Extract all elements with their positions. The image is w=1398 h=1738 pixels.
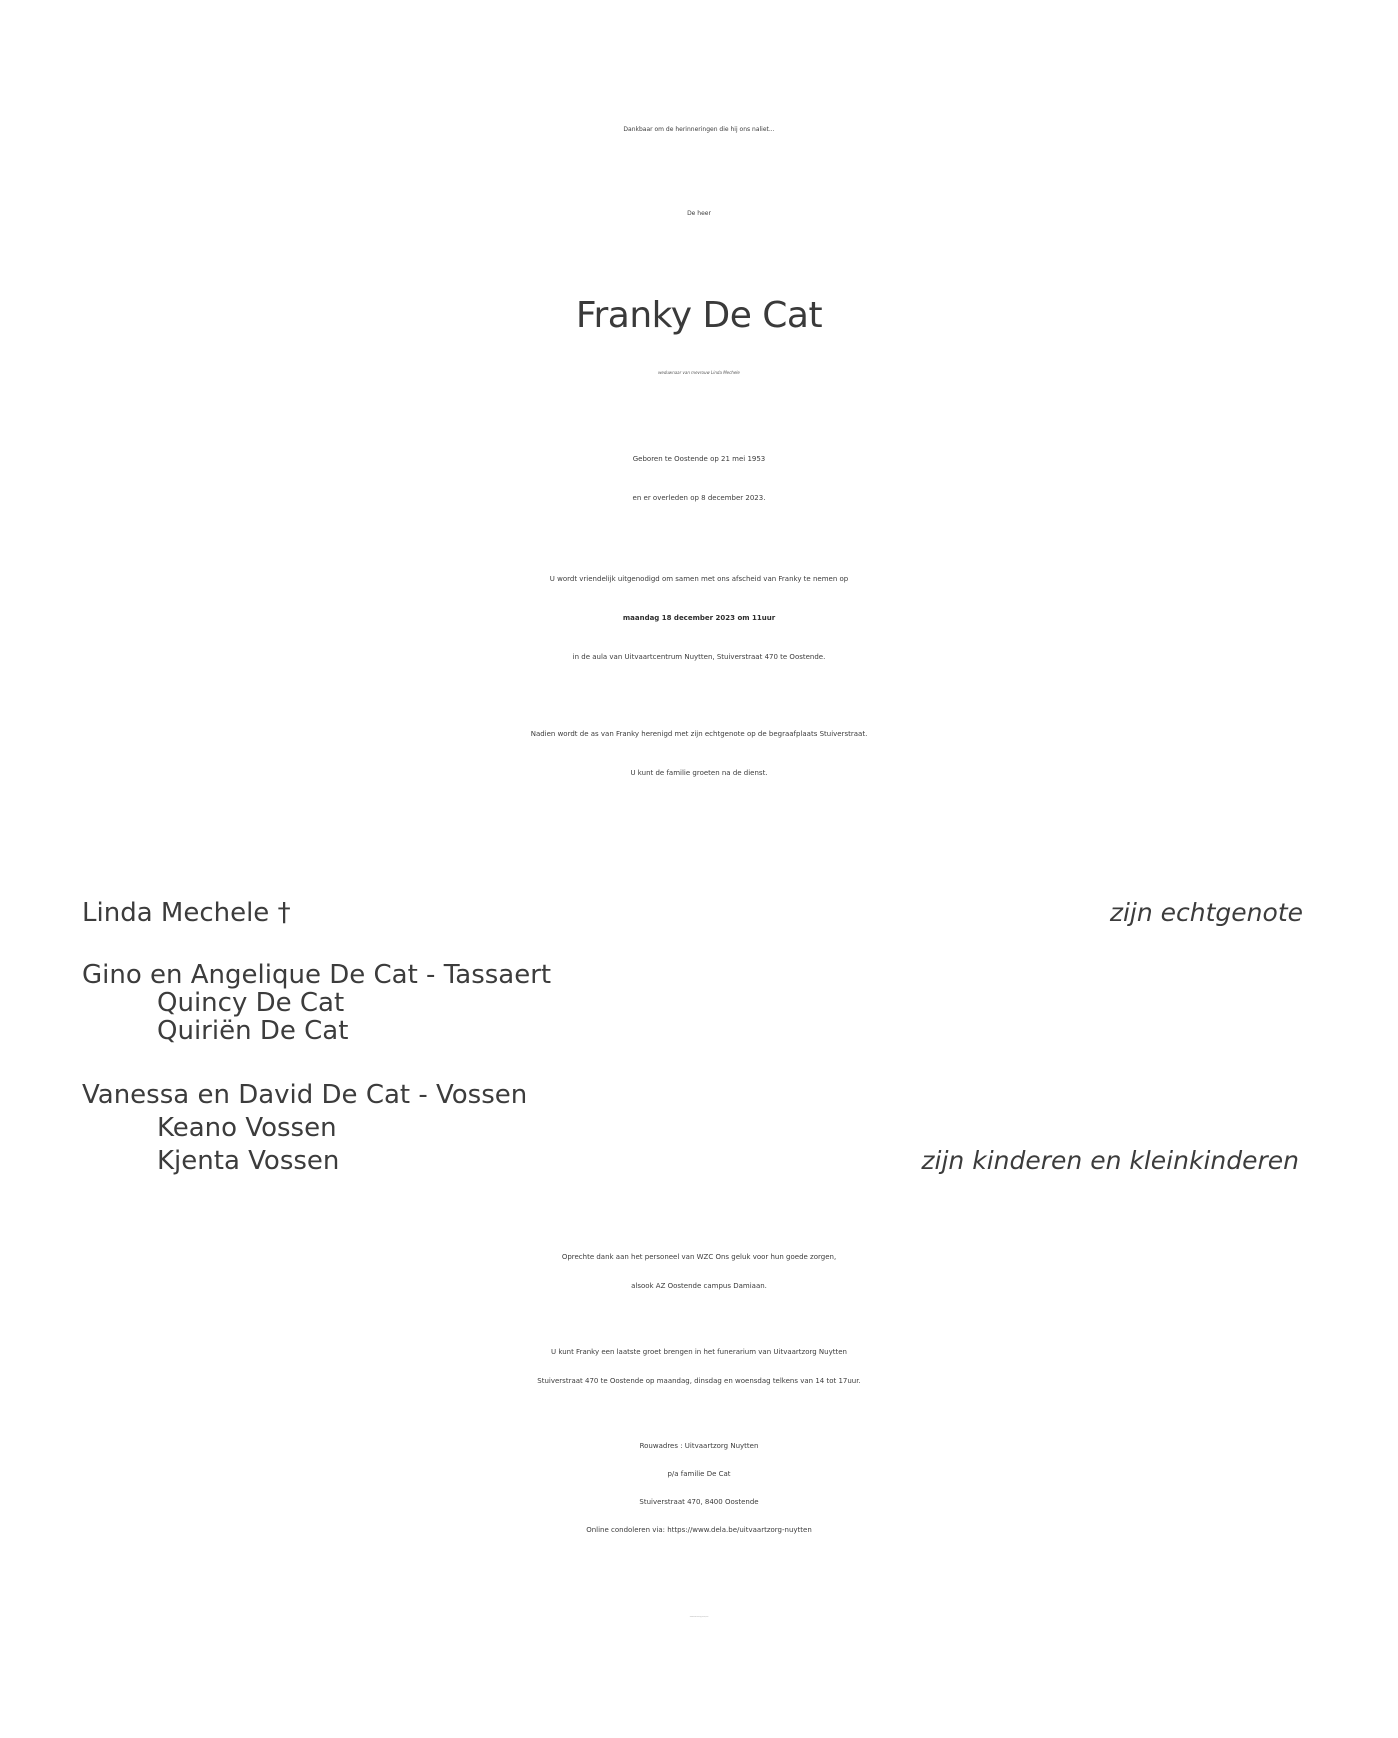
- ashes-line: Nadien wordt de as van Franky herenigd met zijn echtgenote op de begraafplaats Stuiverstraat.: [530, 730, 868, 738]
- family-child-1: Gino en Angelique De Cat - Tassaert: [82, 960, 552, 990]
- family-grandchild-3: Keano Vossen: [157, 1113, 337, 1143]
- mourning-address-block: [0, 1432, 1398, 1544]
- thanks-line-2: alsook AZ Oostende campus Damiaan.: [631, 1282, 767, 1290]
- family-children-role: zijn kinderen en kleinkinderen: [921, 1146, 1299, 1175]
- family-spouse: Linda Mechele †: [82, 898, 291, 928]
- condolence-link[interactable]: Online condoleren via: https://www.dela.be/uitvaartzorg-nuytten: [586, 1526, 812, 1534]
- thanks-block: [0, 1243, 1398, 1301]
- invitation-block: [0, 560, 1398, 677]
- birth-line: Geboren te Oostende op 21 mei 1953: [632, 455, 766, 463]
- ceremony-datetime: maandag 18 december 2023 om 11uur: [622, 614, 776, 622]
- footer-contact: Uitvaartzorg Nuytten I middenkust@dela.be I 059/70.63.63: [689, 1617, 709, 1618]
- salutation: De heer: [687, 210, 711, 217]
- visit-line-1: U kunt Franky een laatste groet brengen in het funerarium van Uitvaartzorg Nuytten: [551, 1348, 847, 1356]
- deceased-name: Franky De Cat: [575, 295, 823, 336]
- death-line: en er overleden op 8 december 2023.: [632, 494, 766, 502]
- thanks-line-1: Oprechte dank aan het personeel van WZC Ons geluk voor hun goede zorgen,: [561, 1253, 837, 1261]
- afterwards-block: [0, 715, 1398, 793]
- invitation-line: U wordt vriendelijk uitgenodigd om samen met ons afscheid van Franky te nemen op: [549, 575, 849, 583]
- ceremony-location: in de aula van Uitvaartcentrum Nuytten, Stuiverstraat 470 te Oostende.: [572, 653, 826, 661]
- birth-death-block: [0, 440, 1398, 518]
- family-grandchild-4: Kjenta Vossen: [157, 1146, 340, 1176]
- visit-line-2: Stuiverstraat 470 te Oostende op maandag, dinsdag en woensdag telkens van 14 tot 17uur.: [537, 1377, 861, 1385]
- family-child-2: Vanessa en David De Cat - Vossen: [82, 1080, 528, 1110]
- family-grandchild-2: Quiriën De Cat: [157, 1016, 349, 1046]
- family-grandchild-1: Quincy De Cat: [157, 988, 345, 1018]
- intro-text: Dankbaar om de herinneringen die hij ons naliet...: [623, 126, 775, 133]
- address-line-1: Rouwadres : Uitvaartzorg Nuytten: [639, 1442, 759, 1450]
- address-line-2: p/a familie De Cat: [667, 1470, 731, 1478]
- address-line-3: Stuiverstraat 470, 8400 Oostende: [639, 1498, 759, 1506]
- greeting-line: U kunt de familie groeten na de dienst.: [630, 769, 768, 777]
- visit-block: [0, 1338, 1398, 1396]
- family-spouse-role: zijn echtgenote: [1109, 898, 1303, 927]
- widower-line: weduwnaar van mevrouw Linda Mechele: [658, 370, 740, 375]
